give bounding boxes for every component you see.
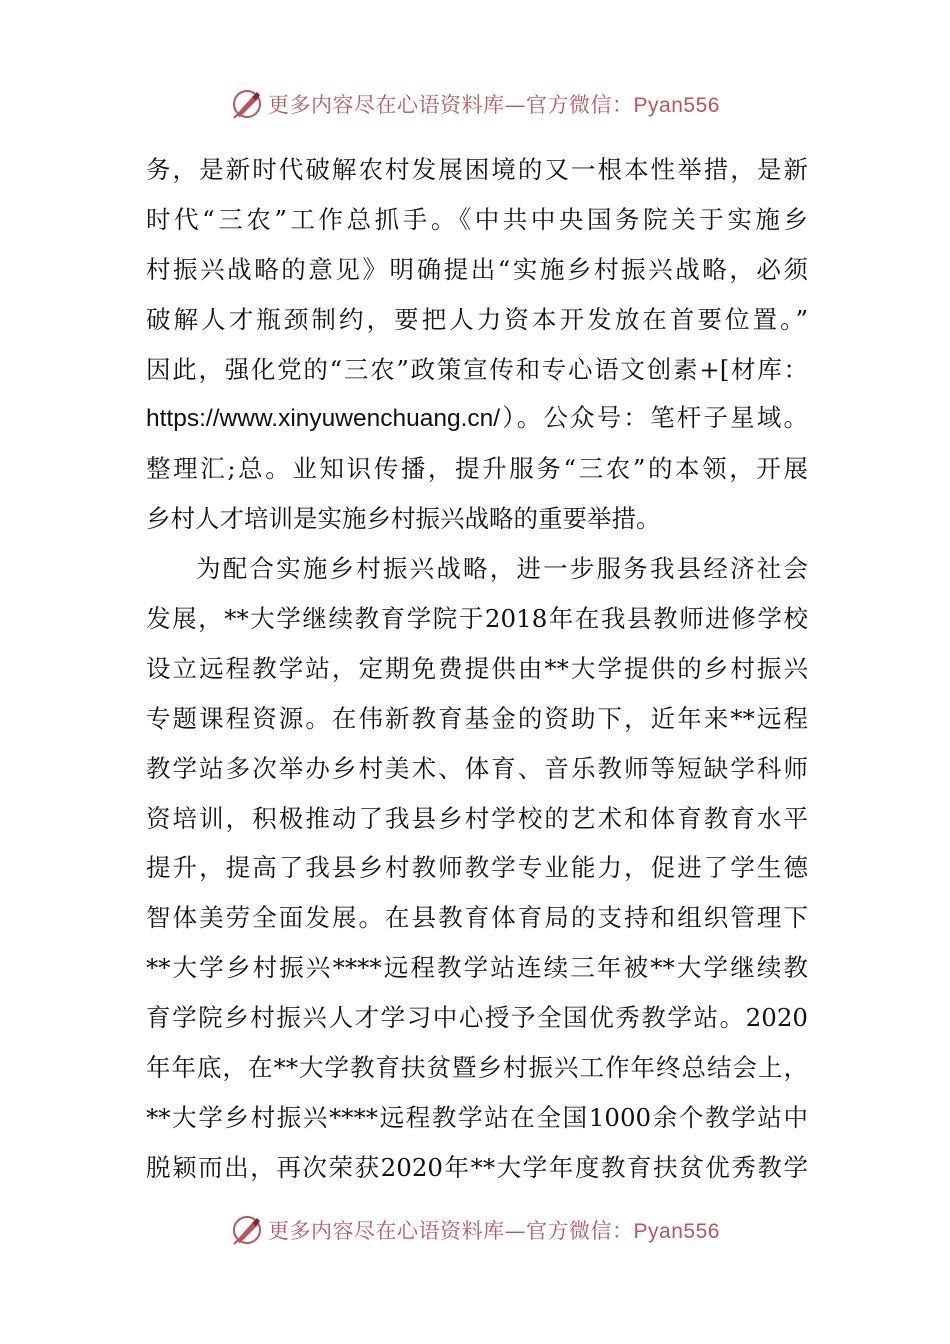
text-line: 专题课程资源。在伟新教育基金的资助下，近年来**远程 xyxy=(146,703,808,733)
document-body xyxy=(146,145,808,1193)
footer-banner xyxy=(0,1210,950,1250)
text-line: **大学乡村振兴****远程教学站在全国1000余个教学站中 xyxy=(146,1102,808,1132)
text-line: 为配合实施乡村振兴战略，进一步服务我县经济社会 xyxy=(196,554,808,584)
wechat-id: Pyan556 xyxy=(633,1220,720,1243)
text-line: 务，是新时代破解农村发展困境的又一根本性举措，是新 xyxy=(146,155,808,184)
text-line: 因此，强化党的“三农”政策宣传和专心语文创素+[材库： xyxy=(146,354,808,384)
text-line: 乡村人才培训是实施乡村振兴战略的重要举措。 xyxy=(146,504,661,534)
text-line: 资培训，积极推动了我县乡村学校的艺术和体育教育水平 xyxy=(146,803,808,833)
banner-main-text: 更多内容尽在心语资料库—官方微信： xyxy=(268,93,634,117)
banner-text xyxy=(268,89,720,119)
wechat-id: Pyan556 xyxy=(633,94,720,117)
pen-logo-icon xyxy=(230,1213,264,1247)
text-line: 教学站多次举办乡村美术、体育、音乐教师等短缺学科师 xyxy=(146,753,808,783)
text-line: 育学院乡村振兴人才学习中心授予全国优秀教学站。2020 xyxy=(146,1003,808,1033)
pen-logo-icon xyxy=(230,87,264,121)
text-line: 提升，提高了我县乡村教师教学专业能力，促进了学生德 xyxy=(146,853,808,883)
text-line: 发展，**大学继续教育学院于2018年在我县教师进修学校 xyxy=(146,604,808,634)
banner-text xyxy=(268,1215,720,1245)
text-line: 破解人才瓶颈制约，要把人力资本开发放在首要位置。” xyxy=(146,304,808,334)
text-line: 脱颖而出，再次荣获2020年**大学年度教育扶贫优秀教学 xyxy=(146,1152,808,1182)
text-line: 时代“三农”工作总抓手。《中共中央国务院关于实施乡 xyxy=(146,204,808,234)
text-line: 设立远程教学站，定期免费提供由**大学提供的乡村振兴 xyxy=(146,653,808,683)
text-line: **大学乡村振兴****远程教学站连续三年被**大学继续教 xyxy=(146,953,808,983)
text-line-url: https://www.xinyuwenchuang.cn/）。公众号：笔杆子星域。 xyxy=(146,405,808,433)
text-line: 智体美劳全面发展。在县教育体育局的支持和组织管理下 xyxy=(146,903,808,933)
text-line: 整理汇;总。业知识传播，提升服务“三农”的本领，开展 xyxy=(146,454,808,484)
text-line: 村振兴战略的意见》明确提出“实施乡村振兴战略，必须 xyxy=(146,254,808,284)
banner-main-text: 更多内容尽在心语资料库—官方微信： xyxy=(268,1219,634,1243)
text-line: 年年底，在**大学教育扶贫暨乡村振兴工作年终总结会上， xyxy=(146,1053,808,1083)
paragraph xyxy=(146,145,808,544)
header-banner xyxy=(0,84,950,124)
paragraph xyxy=(146,544,808,1193)
